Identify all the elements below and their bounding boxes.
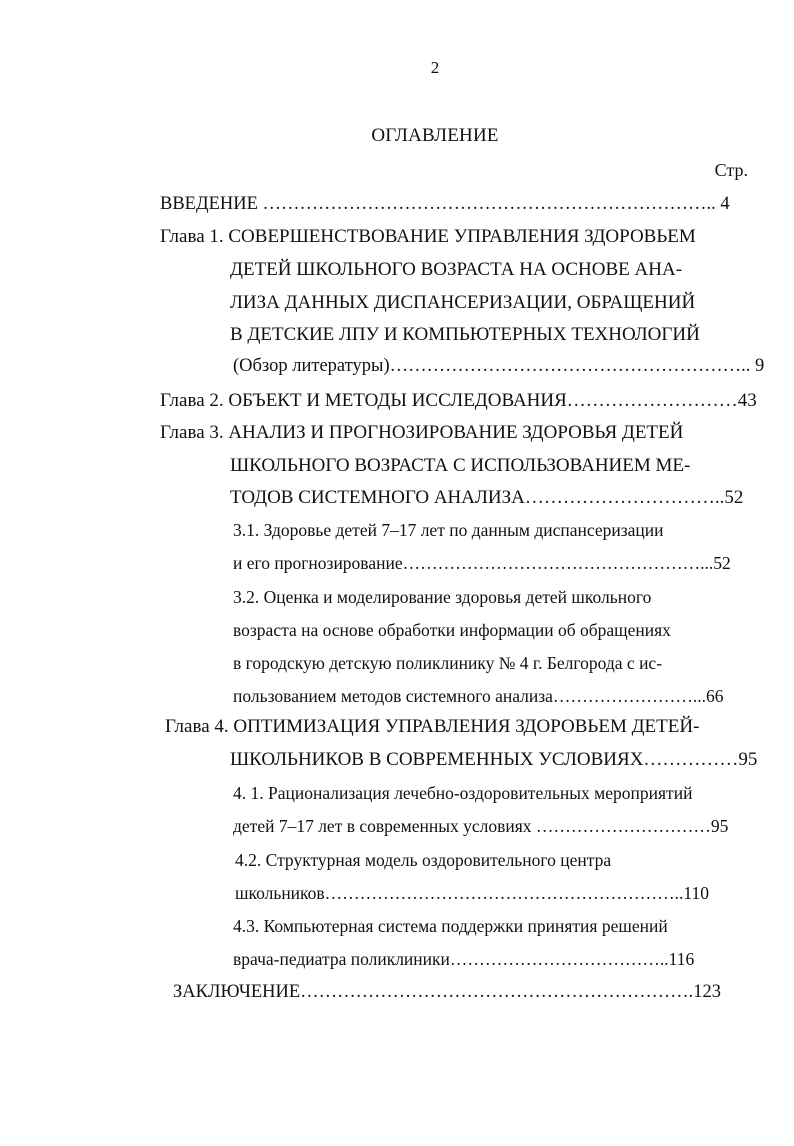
page-title: ОГЛАВЛЕНИЕ xyxy=(371,125,499,146)
toc-chapter-3-line-3: ТОДОВ СИСТЕМНОГО АНАЛИЗА…………………………..52 xyxy=(230,487,744,508)
toc-section-3-2-line-4: пользованием методов системного анализа……………………...66 xyxy=(233,686,724,706)
toc-chapter-3-line-2: ШКОЛЬНОГО ВОЗРАСТА С ИСПОЛЬЗОВАНИЕМ МЕ- xyxy=(230,455,691,476)
toc-section-3-2-line-2: возраста на основе обработки информации об обращениях xyxy=(233,620,671,640)
toc-chapter-4-line-2: ШКОЛЬНИКОВ В СОВРЕМЕННЫХ УСЛОВИЯХ……………95 xyxy=(230,749,758,770)
toc-section-3-2-line-1: 3.2. Оценка и моделирование здоровья детей школьного xyxy=(233,587,652,607)
toc-section-3-1-line-1: 3.1. Здоровье детей 7–17 лет по данным диспансеризации xyxy=(233,520,664,540)
page-column-label: Стр. xyxy=(714,160,748,180)
toc-entry-conclusion: ЗАКЛЮЧЕНИЕ……………………………………………………….123 xyxy=(173,982,722,1002)
toc-section-4-3-line-1: 4.3. Компьютерная система поддержки принятия решений xyxy=(233,916,668,936)
toc-section-3-2-line-3: в городскую детскую поликлинику № 4 г. Белгорода с ис- xyxy=(233,653,663,673)
toc-entry-introduction: ВВЕДЕНИЕ ……………………………………………………………….. 4 xyxy=(160,194,730,214)
toc-chapter-1-line-3: ЛИЗА ДАННЫХ ДИСПАНСЕРИЗАЦИИ, ОБРАЩЕНИЙ xyxy=(230,292,696,313)
toc-section-4-3-line-2: врача-педиатра поликлиники………………………………..116 xyxy=(233,949,695,969)
toc-chapter-1-line-1: Глава 1. СОВЕРШЕНСТВОВАНИЕ УПРАВЛЕНИЯ ЗДОРОВЬЕМ xyxy=(160,226,696,247)
toc-section-4-1-line-2: детей 7–17 лет в современных условиях …………………………95 xyxy=(233,816,729,836)
toc-section-4-2-line-2: школьников……………………………………………………..110 xyxy=(235,883,710,903)
toc-chapter-1-line-2: ДЕТЕЙ ШКОЛЬНОГО ВОЗРАСТА НА ОСНОВЕ АНА- xyxy=(230,259,683,280)
toc-chapter-1-line-5: (Обзор литературы)………………………………………………….. 9 xyxy=(233,356,765,376)
toc-section-4-1-line-1: 4. 1. Рационализация лечебно-оздоровительных мероприятий xyxy=(233,783,693,803)
toc-section-4-2-line-1: 4.2. Структурная модель оздоровительного центра xyxy=(235,850,612,870)
page-number: 2 xyxy=(430,58,440,77)
toc-chapter-2: Глава 2. ОБЪЕКТ И МЕТОДЫ ИССЛЕДОВАНИЯ………………………43 xyxy=(160,390,757,411)
toc-chapter-4-line-1: Глава 4. ОПТИМИЗАЦИЯ УПРАВЛЕНИЯ ЗДОРОВЬЕМ ДЕТЕЙ- xyxy=(165,716,700,737)
toc-chapter-3-line-1: Глава 3. АНАЛИЗ И ПРОГНОЗИРОВАНИЕ ЗДОРОВЬЯ ДЕТЕЙ xyxy=(160,422,684,443)
toc-section-3-1-line-2: и его прогнозирование……………………………………………...52 xyxy=(233,553,731,573)
toc-chapter-1-line-4: В ДЕТСКИЕ ЛПУ И КОМПЬЮТЕРНЫХ ТЕХНОЛОГИЙ xyxy=(230,324,700,345)
